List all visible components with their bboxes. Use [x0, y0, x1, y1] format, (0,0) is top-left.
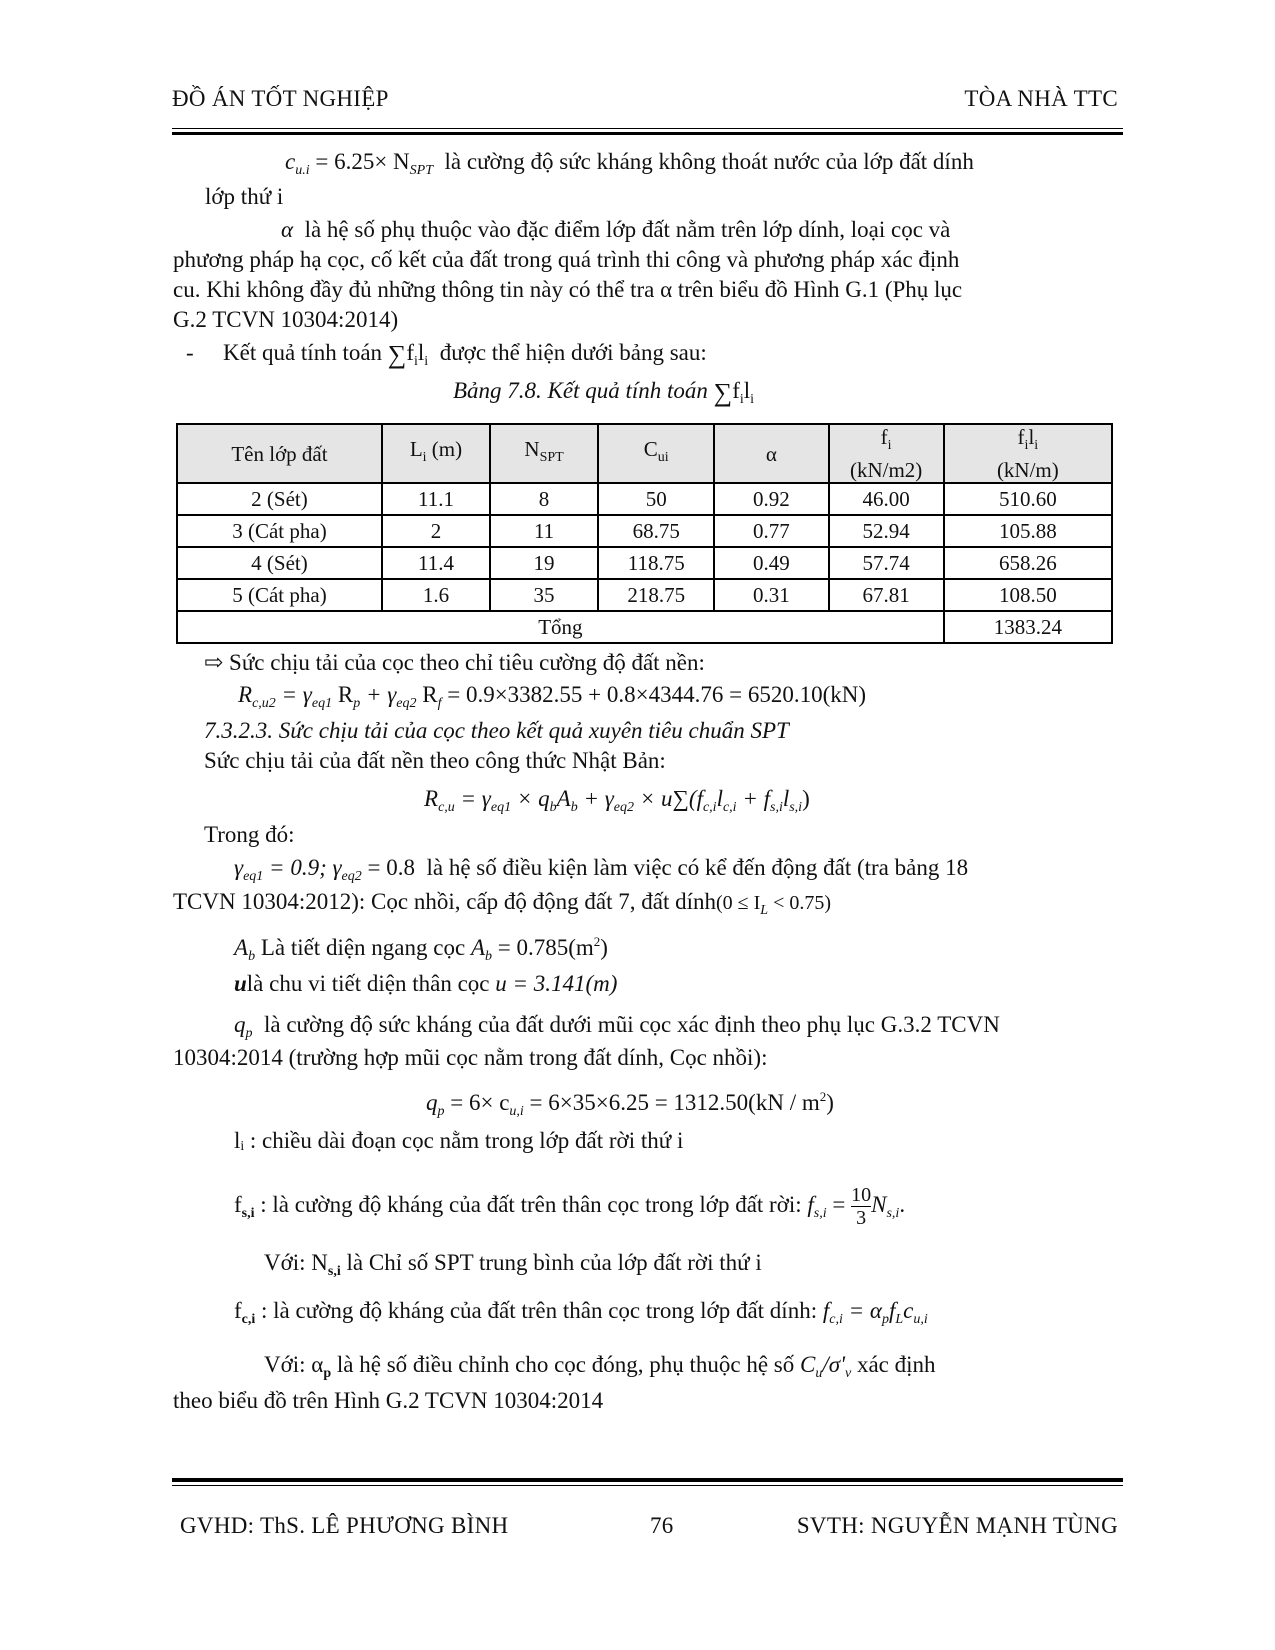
- ab-line: $A_b$ Là tiết diện ngang cọc $A_b = 0.785(m^2)$: [234, 934, 608, 964]
- table-caption: Bảng 7.8. Kết quả tính toán $\sum f_il_i$: [453, 378, 755, 407]
- cell: 0.31: [714, 579, 828, 611]
- conclusion-line: ⇨ Sức chịu tải của cọc theo chỉ tiêu cường độ đất nền:: [204, 650, 705, 675]
- th-nspt: $N_{SPT}$: [490, 424, 598, 483]
- cell: 1.6: [382, 579, 490, 611]
- fsi-line: $f_{s,i}$ : là cường độ kháng của đất trên thân cọc trong lớp đất rời: $f_{s,i}$ = $\frac{10}{3}$ $N_{s,i}$.: [234, 1184, 906, 1229]
- table-total-row: [177, 611, 1112, 643]
- cell: 105.88: [944, 515, 1112, 547]
- cell: 46.00: [829, 483, 944, 515]
- cell: 5 (Cát pha): [177, 579, 382, 611]
- cell: 3 (Cát pha): [177, 515, 382, 547]
- results-table: [176, 423, 1113, 644]
- cu-line2: lớp thứ i: [205, 184, 284, 209]
- u-line: ulà chu vi tiết diện thân cọc u = 3.141(m): [234, 971, 618, 996]
- alpha-line3: cu. Khi không đầy đủ những thông tin này có thể tra α trên biểu đồ Hình G.1 (Phụ lục: [173, 277, 963, 302]
- header-right: TÒA NHÀ TTC: [964, 86, 1118, 111]
- cell: 4 (Sét): [177, 547, 382, 579]
- cell: 658.26: [944, 547, 1112, 579]
- th-fili: $f_il_i$ (kN/m): [944, 424, 1112, 483]
- fci-line: $f_{c,i}$ : là cường độ kháng của đất trên thân cọc trong lớp đất dính: $f_{c,i} = \alpha_pf_Lc_{u,i}$: [234, 1298, 928, 1327]
- header-rule-thin: [172, 128, 1123, 129]
- cell: 0.49: [714, 547, 828, 579]
- cell: 57.74: [829, 547, 944, 579]
- cell: 19: [490, 547, 598, 579]
- rcu-formula: $R_{c,u} = \gamma_{eq1} \times q_bA_b + \gamma_{eq2} \times u\sum(f_{c,i}l_{c,i} + f_{s,i}l_{s,i})$: [424, 786, 810, 815]
- qp-line2: 10304:2014 (trường hợp mũi cọc nằm trong đất dính, Cọc nhồi):: [173, 1045, 768, 1070]
- gamma-line2: TCVN 10304:2012): Cọc nhồi, cấp độ động đất 7, đất dính(0 ≤ $I_L < 0.75$): [173, 889, 832, 918]
- qp-line: $q_p$ là cường độ sức kháng của đất dưới mũi cọc xác định theo phụ lục G.3.2 TCVN: [234, 1012, 1000, 1041]
- footer-right: SVTH: NGUYỄN MẠNH TÙNG: [796, 1513, 1118, 1538]
- cell: 35: [490, 579, 598, 611]
- bullet-line: Kết quả tính toán $\sum f_il_i$ được thể hiện dưới bảng sau:: [223, 340, 707, 369]
- cell: 50: [598, 483, 714, 515]
- table-row: [177, 515, 1112, 547]
- cell: 218.75: [598, 579, 714, 611]
- cell: 0.92: [714, 483, 828, 515]
- cell: 2 (Sét): [177, 483, 382, 515]
- trong-do: Trong đó:: [204, 822, 295, 847]
- alphap-line: Với: $\alpha_p$ là hệ số điều chỉnh cho cọc đóng, phụ thuộc hệ số $C_u/\sigma'_v$ xác định: [264, 1352, 936, 1381]
- table-row: [177, 579, 1112, 611]
- li-line: lᵢ : chiều dài đoạn cọc nằm trong lớp đất rời thứ i: [234, 1128, 684, 1153]
- fraction-10-3: $\frac{10}{3}$: [851, 1184, 872, 1229]
- footer-rule-thick: [172, 1478, 1123, 1482]
- page-number: 76: [650, 1513, 674, 1538]
- arrow-icon: ⇨: [204, 650, 224, 675]
- table-header-row: [177, 424, 1112, 483]
- qp-formula: $q_p = 6\times c_{u,i} = 6\times 35\times 6.25 = 1312.50(kN / m^2)$: [426, 1089, 834, 1119]
- rcu2-formula: $R_{c,u2} = \gamma_{eq1}$ $R_p + \gamma_{eq2}$ $R_f = 0.9\times 3382.55 + 0.8\times 4344.76 = 6520.10(kN)$: [238, 682, 867, 711]
- nsi-line: Với: $N_{s,i}$ là Chỉ số SPT trung bình của lớp đất rời thứ i: [264, 1250, 762, 1279]
- cell: 118.75: [598, 547, 714, 579]
- total-label: Tổng: [177, 611, 944, 643]
- cell: 11.4: [382, 547, 490, 579]
- th-layer: Tên lớp đất: [177, 424, 382, 483]
- cell: 67.81: [829, 579, 944, 611]
- cell: 11.1: [382, 483, 490, 515]
- table-row: [177, 483, 1112, 515]
- cell: 108.50: [944, 579, 1112, 611]
- alpha-line4: G.2 TCVN 10304:2014): [173, 307, 399, 332]
- alphap-line2: theo biểu đồ trên Hình G.2 TCVN 10304:2014: [173, 1388, 604, 1413]
- alpha-line2: phương pháp hạ cọc, cố kết của đất trong quá trình thi công và phương pháp xác định: [173, 247, 960, 272]
- japan-formula-intro: Sức chịu tải của đất nền theo công thức Nhật Bản:: [204, 748, 666, 773]
- table-row: [177, 547, 1112, 579]
- gamma-line: $\gamma_{eq1} = 0.9$; $\gamma_{eq2} = 0.8$ là hệ số điều kiện làm việc có kể đến động đất (tra bảng 18: [234, 855, 969, 884]
- footer-rule-thin: [172, 1485, 1123, 1486]
- th-cui: $C_{ui}$: [598, 424, 714, 483]
- section-heading: 7.3.2.3. Sức chịu tải của cọc theo kết quả xuyên tiêu chuẩn SPT: [204, 718, 789, 743]
- bullet-dash: -: [186, 340, 194, 365]
- cu-line: $c_{u.i} = 6.25\times N_{SPT}$ là cường độ sức kháng không thoát nước của lớp đất dính: [285, 149, 974, 178]
- alpha-line1: α là hệ số phụ thuộc vào đặc điểm lớp đất nằm trên lớp dính, loại cọc và: [281, 217, 951, 242]
- cell: 0.77: [714, 515, 828, 547]
- sum-symbol: ∑: [387, 340, 407, 369]
- cell: 68.75: [598, 515, 714, 547]
- cell: 52.94: [829, 515, 944, 547]
- header-rule-thick: [172, 132, 1123, 135]
- header-left: ĐỒ ÁN TỐT NGHIỆP: [172, 86, 389, 111]
- cell: 11: [490, 515, 598, 547]
- th-fi: $f_i$ (kN/m2): [829, 424, 944, 483]
- th-li: $L_i$ (m): [382, 424, 490, 483]
- cell: 2: [382, 515, 490, 547]
- total-value: 1383.24: [944, 611, 1112, 643]
- th-alpha: α: [714, 424, 828, 483]
- footer-left: GVHD: ThS. LÊ PHƯƠNG BÌNH: [180, 1513, 509, 1538]
- cell: 8: [490, 483, 598, 515]
- cell: 510.60: [944, 483, 1112, 515]
